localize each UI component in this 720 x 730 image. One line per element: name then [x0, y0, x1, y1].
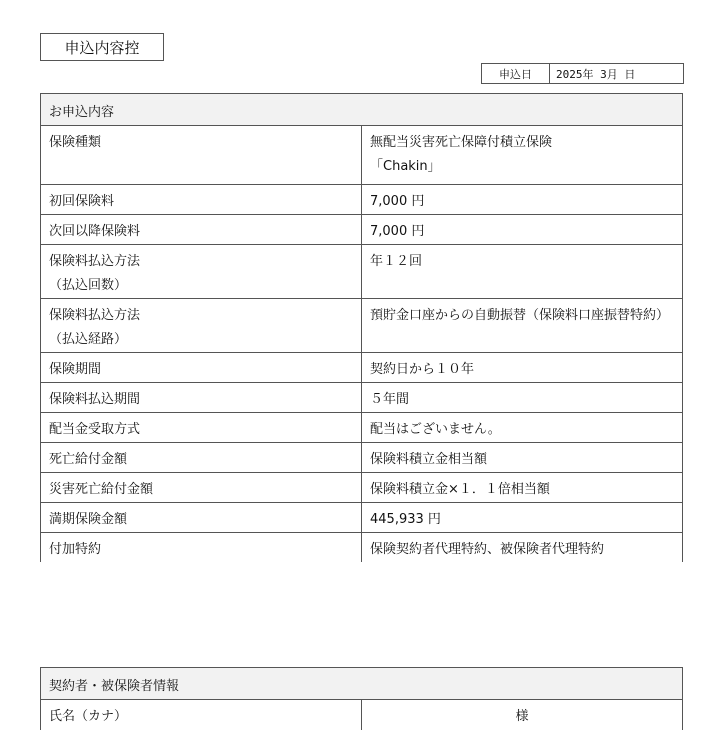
application-date-table	[481, 63, 684, 84]
row-value	[362, 215, 683, 245]
row-value-line: 契約日から１０年	[370, 362, 475, 377]
row-value	[362, 383, 683, 413]
row-label	[41, 503, 362, 533]
page-title	[40, 33, 164, 61]
row-value	[362, 473, 683, 503]
row-value-line: 保険契約者代理特約、被保険者代理特約	[370, 542, 605, 557]
row-label	[41, 533, 362, 563]
row-label-line: 保険期間	[49, 362, 102, 377]
row-value	[362, 126, 683, 185]
table-row	[41, 503, 683, 533]
table-row	[41, 533, 683, 563]
row-value-line: 7,000 円	[370, 194, 425, 209]
table-row	[41, 383, 683, 413]
row-value	[362, 503, 683, 533]
row-label-line: （払込経路）	[49, 332, 128, 347]
table-row	[41, 126, 683, 185]
row-label-line: 死亡給付金額	[49, 452, 128, 467]
row-value-line: 年１２回	[370, 254, 423, 269]
row-label	[41, 299, 362, 353]
row-label-line: 初回保険料	[49, 194, 115, 209]
table-row	[41, 215, 683, 245]
table-row	[41, 473, 683, 503]
row-value-line: 保険料積立金相当額	[370, 452, 488, 467]
row-label	[41, 443, 362, 473]
application-date-value: 2025年 3月 日	[550, 64, 684, 84]
contractor-info-heading: 契約者・被保険者情報	[41, 668, 683, 700]
row-label-line: （払込回数）	[49, 278, 128, 293]
row-label-line: 保険料払込方法	[49, 254, 141, 269]
row-value-line: 7,000 円	[370, 224, 425, 239]
row-value-line: ５年間	[370, 392, 410, 407]
table-row	[41, 185, 683, 215]
row-label	[41, 353, 362, 383]
table-row	[41, 245, 683, 299]
row-label-line: 保険料払込期間	[49, 392, 141, 407]
table-row	[41, 353, 683, 383]
row-value-line: 預貯金口座からの自動振替（保険料口座振替特約）	[370, 308, 670, 323]
table-row	[41, 443, 683, 473]
row-label-line: 保険種類	[49, 135, 102, 150]
row-value	[362, 533, 683, 563]
row-value	[362, 353, 683, 383]
table-row	[41, 299, 683, 353]
row-value	[362, 413, 683, 443]
contractor-info-table	[40, 667, 683, 730]
row-value-line: 445,933 円	[370, 512, 441, 527]
row-value-line: 無配当災害死亡保障付積立保険	[370, 135, 553, 150]
row-label	[41, 126, 362, 185]
row-value	[362, 245, 683, 299]
row-label	[41, 413, 362, 443]
application-details-table	[40, 93, 683, 562]
row-label-line: 災害死亡給付金額	[49, 482, 154, 497]
row-value	[362, 185, 683, 215]
name-kana-value: 様	[362, 700, 683, 730]
row-value-line: 配当はございません。	[370, 422, 501, 437]
row-label-line: 付加特約	[49, 542, 102, 557]
row-value	[362, 299, 683, 353]
page-title-text: 申込内容控	[64, 38, 140, 57]
row-label-line: 保険料払込方法	[49, 308, 141, 323]
row-value	[362, 443, 683, 473]
row-label-line: 満期保険金額	[49, 512, 128, 527]
application-date-label: 申込日	[482, 64, 550, 84]
application-details-heading: お申込内容	[41, 94, 683, 126]
row-label-line: 配当金受取方式	[49, 422, 141, 437]
application-details-rows	[41, 126, 683, 563]
row-label	[41, 185, 362, 215]
row-label	[41, 215, 362, 245]
row-label	[41, 473, 362, 503]
row-label-line: 次回以降保険料	[49, 224, 141, 239]
row-label	[41, 383, 362, 413]
name-kana-label: 氏名（カナ）	[41, 700, 362, 730]
row-value-line: 保険料積立金×１．１倍相当額	[370, 482, 550, 497]
row-value-line: 「Chakin」	[370, 159, 441, 174]
row-label	[41, 245, 362, 299]
table-row	[41, 413, 683, 443]
